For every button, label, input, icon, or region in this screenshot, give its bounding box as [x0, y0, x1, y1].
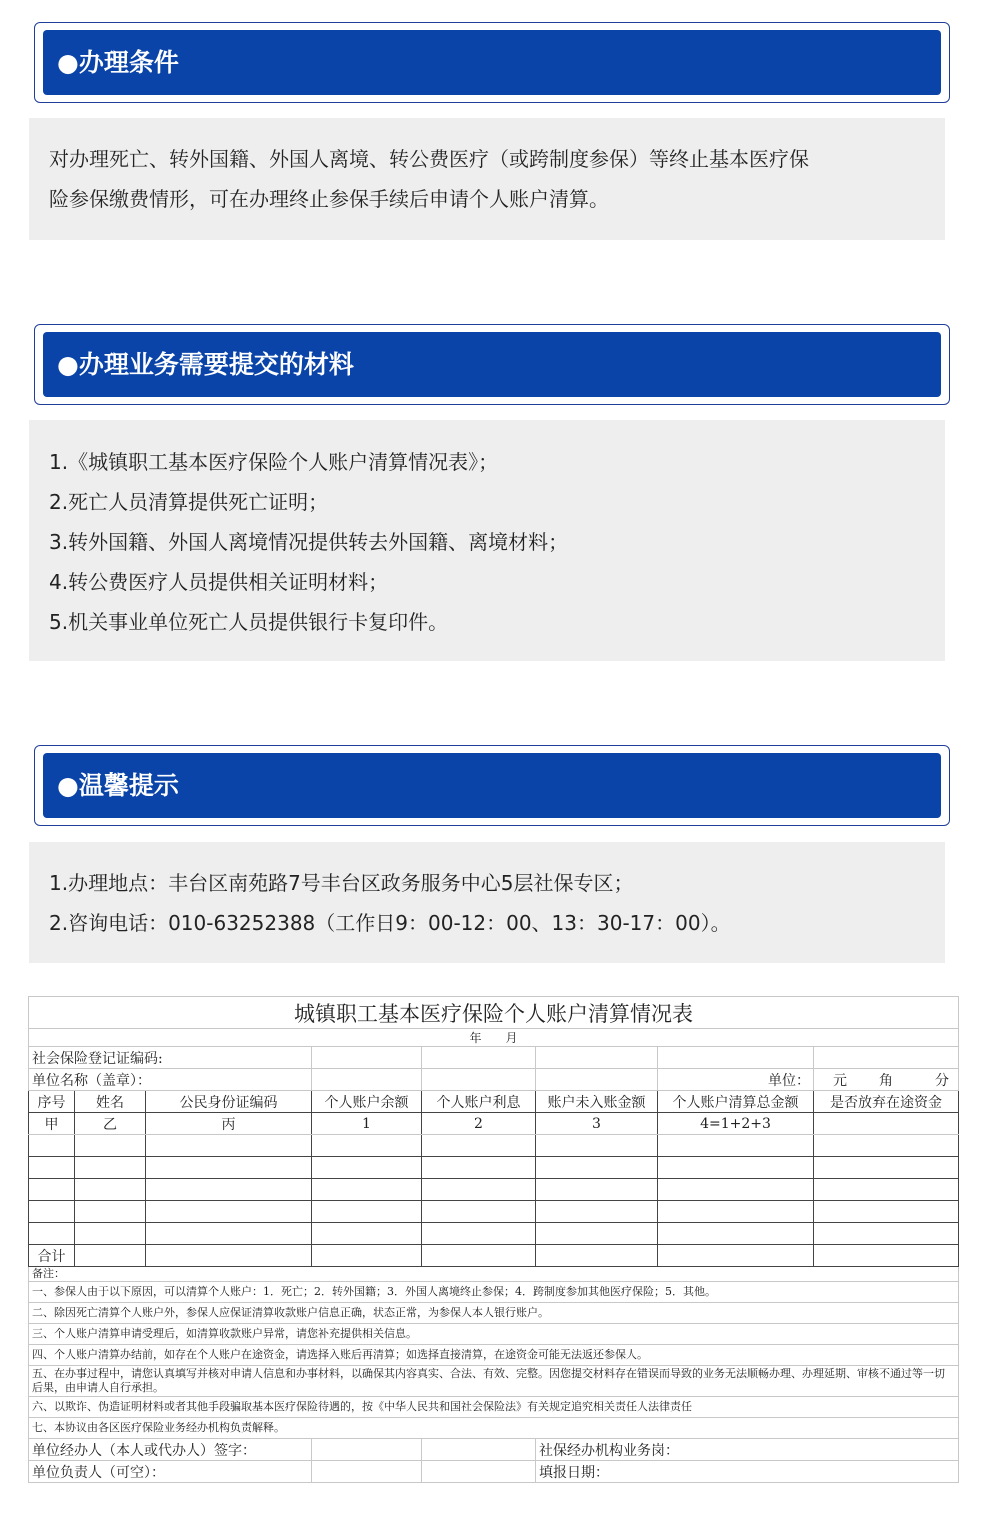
- col-header-name: 姓名: [75, 1091, 146, 1113]
- currency-unit-label: 单位：: [658, 1069, 814, 1091]
- table-row: [29, 1201, 959, 1223]
- currency-units: [814, 1069, 959, 1091]
- form-title: 城镇职工基本医疗保险个人账户清算情况表: [29, 997, 959, 1029]
- sign-leader-label: 单位负责人（可空）：: [29, 1461, 312, 1483]
- section-body-conditions: [29, 118, 945, 240]
- form-year-month: 年 月: [29, 1029, 959, 1047]
- table-row: [29, 1223, 959, 1245]
- section-body-tips: [29, 842, 945, 963]
- body-line: 对办理死亡、转外国籍、外国人离境、转公费医疗（或跨制度参保）等终止基本医疗保: [49, 147, 809, 171]
- section-title: ●温馨提示: [43, 753, 941, 818]
- unit-fen: 分: [935, 1072, 949, 1089]
- table-row: [29, 1179, 959, 1201]
- col-header-id: 公民身份证编码: [146, 1091, 312, 1113]
- table-row: [29, 1135, 959, 1157]
- col-header-waive: 是否放弃在途资金: [814, 1091, 959, 1113]
- col-header-total: 个人账户清算总金额: [658, 1091, 814, 1113]
- note-item: 一、参保人由于以下原因，可以清算个人账户：1．死亡；2．转外国籍；3．外国人离境终止参保；4．跨制度参加其他医疗保险；5．其他。: [29, 1282, 959, 1303]
- note-item: 六、以欺诈、伪造证明材料或者其他手段骗取基本医疗保险待遇的，按《中华人民共和国社会保险法》有关规定追究相关责任人法律责任: [29, 1397, 959, 1418]
- clearing-form: [28, 996, 958, 1481]
- sign-agent-label: 单位经办人（本人或代办人）签字：: [29, 1439, 312, 1461]
- unit-name-label: 单位名称（盖章）：: [29, 1069, 312, 1091]
- form-table: [28, 996, 959, 1483]
- total-label: 合计: [29, 1245, 75, 1267]
- sign-office-label: 社保经办机构业务岗：: [536, 1439, 959, 1461]
- note-item: 五、在办事过程中，请您认真填写并核对申请人信息和办事材料，以确保其内容真实、合法、有效、完整。因您提交材料存在错误而导致的业务无法顺畅办理、办理延期、审核不通过等一切后果，由申请人自行承担。: [29, 1366, 959, 1397]
- section-body-materials: [29, 420, 945, 661]
- code-cell: 甲: [29, 1113, 75, 1135]
- unit-jiao: 角: [879, 1072, 893, 1089]
- sign-date-label: 填报日期：: [536, 1461, 959, 1483]
- list-item: 2.咨询电话：010-63252388（工作日9：00-12：00、13：30-17：00）。: [49, 911, 731, 935]
- list-item: 5.机关事业单位死亡人员提供银行卡复印件。: [49, 610, 449, 634]
- total-row: [29, 1245, 959, 1267]
- code-cell: 3: [536, 1113, 658, 1135]
- col-header-seq: 序号: [29, 1091, 75, 1113]
- note-item: 四、个人账户清算办结前，如存在个人账户在途资金，请选择入账后再清算；如选择直接清算，在途资金可能无法返还参保人。: [29, 1345, 959, 1366]
- col-header-interest: 个人账户利息: [422, 1091, 536, 1113]
- section-header-materials: [34, 324, 950, 405]
- section-header-tips: [34, 745, 950, 826]
- section-title: ●办理条件: [43, 30, 941, 95]
- section-header-conditions: [34, 22, 950, 103]
- code-cell: 乙: [75, 1113, 146, 1135]
- code-cell: 丙: [146, 1113, 312, 1135]
- section-title: ●办理业务需要提交的材料: [43, 332, 941, 397]
- col-header-unposted: 账户未入账金额: [536, 1091, 658, 1113]
- note-item: 七、本协议由各区医疗保险业务经办机构负责解释。: [29, 1418, 959, 1439]
- code-cell: [814, 1113, 959, 1135]
- notes-label: 备注：: [29, 1267, 959, 1282]
- note-item: 三、个人账户清算申请受理后，如清算收款账户异常，请您补充提供相关信息。: [29, 1324, 959, 1345]
- code-cell: 1: [312, 1113, 422, 1135]
- list-item: 2.死亡人员清算提供死亡证明；: [49, 490, 329, 514]
- note-item: 二、除因死亡清算个人账户外，参保人应保证清算收款账户信息正确，状态正常，为参保人本人银行账户。: [29, 1303, 959, 1324]
- reg-code-label: 社会保险登记证编码:: [29, 1047, 312, 1069]
- list-item: 4.转公费医疗人员提供相关证明材料；: [49, 570, 389, 594]
- code-cell: 4=1+2+3: [658, 1113, 814, 1135]
- list-item: 1.《城镇职工基本医疗保险个人账户清算情况表》；: [49, 450, 499, 474]
- list-item: 1.办理地点：丰台区南苑路7号丰台区政务服务中心5层社保专区；: [49, 871, 634, 895]
- list-item: 3.转外国籍、外国人离境情况提供转去外国籍、离境材料；: [49, 530, 569, 554]
- col-header-balance: 个人账户余额: [312, 1091, 422, 1113]
- table-row: [29, 1157, 959, 1179]
- unit-yuan: 元: [833, 1072, 847, 1089]
- code-cell: 2: [422, 1113, 536, 1135]
- body-line: 险参保缴费情形，可在办理终止参保手续后申请个人账户清算。: [49, 187, 609, 211]
